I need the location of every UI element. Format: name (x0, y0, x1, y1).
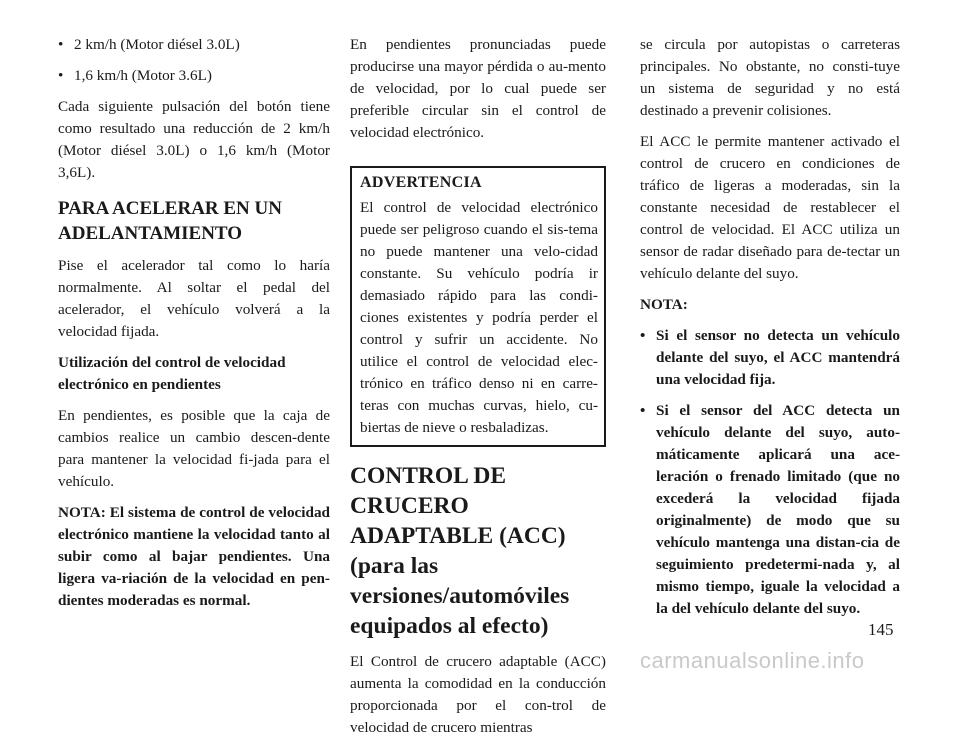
warning-text: El control de velocidad electrónico puede ser peligroso cuando el sis-tema no puede mantener una velo-cidad constante. Su vehículo podría ir demasiado rápido para las condi-ciones existentes y podría perder el control y sufrir un accidente. No utilice el control de velocidad elec-trónico en tráfico denso ni en carre-teras con muchas curvas, hielo, cu-biertas de nieve o resbaladizas. (360, 199, 598, 436)
subheading: Utilización del control de velocidad electrónico en pendientes (58, 354, 286, 393)
page-number: 145 (868, 620, 894, 639)
column-middle (350, 34, 606, 748)
bullet-text: Si el sensor no detecta un vehículo delante del suyo, el ACC mantendrá una velocidad fija. (656, 327, 900, 388)
bullet-text: 2 km/h (Motor diésel 3.0L) (74, 36, 240, 53)
paragraph: se circula por autopistas o carreteras principales. No obstante, no consti-tuye un sistema de seguridad y no está destinado a prevenir colisiones. (640, 36, 900, 119)
list-item (640, 325, 900, 391)
bullet-icon: • (58, 36, 64, 53)
paragraph: En pendientes, es posible que la caja de cambios realice un cambio descen-dente para mantener la velocidad fi-jada para el vehículo. (58, 407, 330, 490)
bullet-text: Si el sensor del ACC detecta un vehículo delante del suyo, auto-máticamente aplicará una ace-leración o frenado limitado (que no excederá la velocidad fijada originalmente) de modo que su vehículo mantenga una distan-cia de seguimiento predetermi-nada y, al mismo tiempo, iguale la velocidad a la del vehículo delante del suyo. (656, 402, 900, 617)
column-left (58, 34, 330, 621)
paragraph: El Control de crucero adaptable (ACC) aumenta la comodidad en la conducción proporcionada por el con-trol de velocidad de crucero mientras (350, 653, 606, 736)
column-right (640, 34, 900, 629)
paragraph: Cada siguiente pulsación del botón tiene como resultado una reducción de 2 km/h (Motor diésel 3.0L) o 1,6 km/h (Motor 3,6L). (58, 98, 330, 181)
note-label: NOTA: (640, 296, 688, 313)
list-item (58, 34, 330, 56)
paragraph: Pise el acelerador tal como lo haría normalmente. Al soltar el pedal del acelerador, el vehículo volverá a la velocidad fijada. (58, 257, 330, 340)
list-item (640, 400, 900, 620)
list-item (58, 65, 330, 87)
warning-title: ADVERTENCIA (360, 174, 482, 191)
bullet-icon: • (58, 67, 64, 84)
paragraph: El ACC le permite mantener activado el control de crucero en condiciones de tráfico de ligeras a moderadas, sin la constante necesidad de restablecer el control de velocidad. El ACC utiliza un sensor de radar diseñado para de-tectar un vehículo delante del suyo. (640, 133, 900, 282)
note: NOTA: El sistema de control de velocidad electrónico mantiene la velocidad tanto al subir como al bajar pendientes. Una ligera va-riación de la velocidad en pen-dientes moderadas es normal. (58, 504, 330, 609)
bullet-icon: • (640, 327, 646, 344)
bullet-icon: • (640, 402, 646, 419)
watermark: carmanualsonline.info (640, 648, 865, 673)
paragraph: En pendientes pronunciadas puede producirse una mayor pérdida o au-mento de velocidad, por lo cual puede ser preferible circular sin el control de velocidad electrónico. (350, 36, 606, 141)
section-heading: CONTROL DE CRUCERO ADAPTABLE (ACC) (para las versiones/automóviles equipados al efecto) (350, 463, 570, 639)
section-heading: PARA ACELERAR EN UN ADELANTAMIENTO (58, 198, 282, 244)
bullet-text: 1,6 km/h (Motor 3.6L) (74, 67, 212, 84)
warning-box (350, 166, 606, 447)
